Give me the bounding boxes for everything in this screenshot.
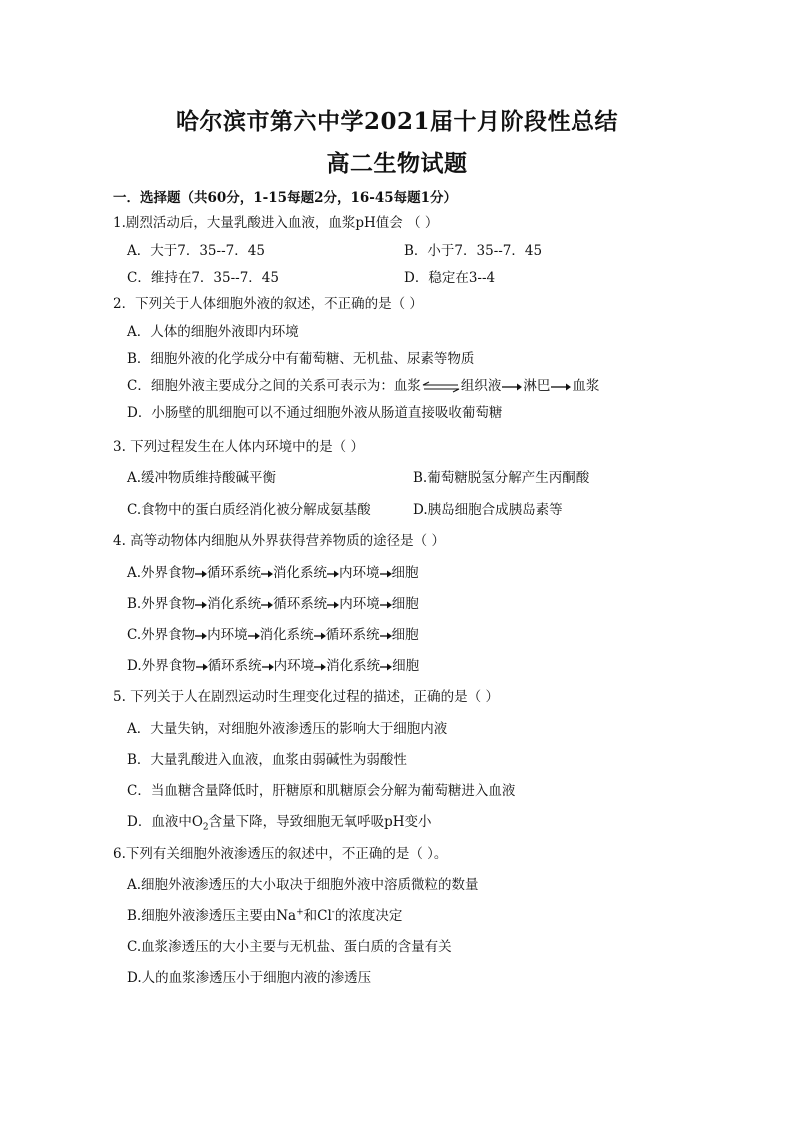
question-6-option-b (127, 904, 402, 924)
question-3-option-c: C.食物中的蛋白质经消化被分解成氨基酸 (127, 502, 371, 518)
arrow-right-icon (261, 600, 273, 610)
chain-step: 细胞 (391, 565, 419, 581)
question-4-option-a (127, 561, 419, 581)
chain-step: 循环系统 (325, 627, 380, 643)
question-4-stem: 4. 高等动物体内细胞从外界获得营养物质的途径是（ ） (113, 533, 445, 549)
question-3-option-b: B.葡萄糖脱氢分解产生丙酮酸 (413, 470, 590, 486)
question-1-stem: 1.剧烈活动后，大量乳酸进入血液，血浆pH值会 （ ） (113, 215, 439, 231)
arrow-right-icon (195, 569, 207, 579)
chain-step: 消化系统 (273, 565, 328, 581)
chain-step: 内环境 (339, 596, 380, 612)
exam-subtitle: 高二生物试题 (326, 150, 468, 177)
chain-step: 消化系统 (326, 658, 381, 674)
arrow-right-icon (248, 631, 260, 641)
chain-step: 消化系统 (259, 627, 314, 643)
question-4-option-b (127, 592, 419, 612)
question-1-option-c: C．维持在7．35--7．45 (127, 270, 279, 286)
chain-step: 细胞 (391, 596, 419, 612)
arrow-right-icon (380, 662, 392, 672)
superscript-minus: - (331, 907, 335, 918)
chain-step: A.外界食物 (127, 565, 196, 581)
arrow-right-icon (314, 631, 326, 641)
subscript: 2 (202, 822, 209, 833)
question-6-stem: 6.下列有关细胞外液渗透压的叙述中，不正确的是（ ）。 (113, 846, 448, 862)
superscript-plus: + (296, 907, 304, 918)
question-1-option-d: D．稳定在3--4 (404, 270, 496, 286)
arrow-right-icon (196, 662, 208, 672)
arrow-right-icon (195, 600, 207, 610)
question-5-option-c: C．当血糖含量降低时，肝糖原和肌糖原会分解为葡萄糖进入血液 (127, 783, 516, 799)
question-4-option-d (127, 654, 419, 674)
arrow-right-icon (327, 569, 339, 579)
chain-step: 细胞 (391, 627, 419, 643)
question-4-option-c (127, 623, 419, 643)
arrow-right-icon (261, 569, 273, 579)
chain-step: 循环系统 (207, 565, 262, 581)
question-5-option-a: A．大量失钠，对细胞外液渗透压的影响大于细胞内液 (127, 721, 448, 737)
arrow-right-icon (380, 569, 392, 579)
arrow-right-icon (327, 600, 339, 610)
option-b-text-rest: 的浓度决定 (334, 908, 403, 924)
option-d-text-rest: 含量下降，导致细胞无氧呼吸pH变小 (208, 814, 432, 830)
chain-step: 内环境 (273, 658, 315, 674)
arrow-right-icon (380, 631, 392, 641)
chain-step: 循环系统 (207, 658, 262, 674)
term-lymph: 淋巴 (523, 378, 551, 394)
arrow-right-icon (262, 662, 274, 672)
question-2-stem: 2．下列关于人体细胞外液的叙述，不正确的是（ ） (113, 296, 423, 312)
question-1-option-b: B．小于7．35--7．45 (404, 243, 543, 259)
chain-step: 细胞 (392, 658, 420, 674)
arrow-right-icon (550, 382, 572, 392)
double-arrow-icon (421, 381, 461, 393)
option-d-text: D．血液中O (127, 814, 203, 830)
chain-step: 消化系统 (207, 596, 262, 612)
question-5-option-b: B．大量乳酸进入血液，血浆由弱碱性为弱酸性 (127, 752, 407, 768)
chain-step: B.外界食物 (127, 596, 196, 612)
option-c-text: C．细胞外液主要成分之间的关系可表示为：血浆 (127, 378, 421, 394)
arrow-right-icon (501, 382, 523, 392)
option-b-text-mid: 和Cl (303, 908, 332, 924)
chain-step: 内环境 (339, 565, 380, 581)
question-5-option-d (127, 810, 432, 833)
arrow-right-icon (314, 662, 326, 672)
question-6-option-c: C.血浆渗透压的大小主要与无机盐、蛋白质的含量有关 (127, 939, 452, 955)
question-5-stem: 5. 下列关于人在剧烈运动时生理变化过程的描述，正确的是（ ） (113, 689, 499, 705)
section-header: 一．选择题（共60分，1-15每题2分，16-45每题1分） (113, 190, 458, 206)
term-plasma: 血浆 (572, 378, 600, 394)
question-2-option-d: D．小肠壁的肌细胞可以不通过细胞外液从肠道直接吸收葡萄糖 (127, 405, 503, 421)
question-2-option-a: A．人体的细胞外液即内环境 (127, 324, 299, 340)
question-2-option-b: B．细胞外液的化学成分中有葡萄糖、无机盐、尿素等物质 (127, 351, 475, 367)
chain-step: 循环系统 (273, 596, 328, 612)
chain-step: C.外界食物 (127, 627, 196, 643)
arrow-right-icon (380, 600, 392, 610)
arrow-right-icon (195, 631, 207, 641)
question-6-option-a: A.细胞外液渗透压的大小取决于细胞外液中溶质微粒的数量 (127, 877, 479, 893)
chain-step: D.外界食物 (127, 658, 196, 674)
question-1-option-a: A．大于7．35--7．45 (127, 243, 265, 259)
option-b-text: B.细胞外液渗透压主要由Na (127, 908, 297, 924)
question-3-option-a: A.缓冲物质维持酸碱平衡 (127, 470, 277, 486)
question-3-option-d: D.胰岛细胞合成胰岛素等 (413, 502, 563, 518)
chain-step: 内环境 (207, 627, 248, 643)
term-tissue-fluid: 组织液 (460, 378, 502, 394)
question-6-option-d: D.人的血浆渗透压小于细胞内液的渗透压 (127, 970, 372, 986)
question-2-option-c (127, 374, 599, 394)
exam-title: 哈尔滨市第六中学2021届十月阶段性总结 (175, 108, 618, 135)
question-3-stem: 3. 下列过程发生在人体内环境中的是（ ） (113, 439, 364, 455)
